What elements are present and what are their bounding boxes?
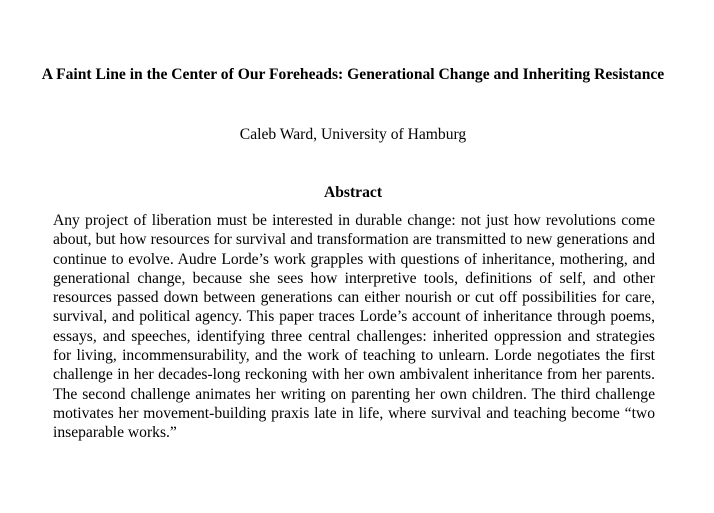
- paper-title: A Faint Line in the Center of Our Foreheads: Generational Change and Inheriting Resistance: [41, 66, 665, 83]
- abstract-heading: Abstract: [323, 184, 383, 201]
- abstract-body: Any project of liberation must be interested in durable change: not just how revolutions come about, but how resources for survival and transformation are transmitted to new generations and continue to evolve. Audre Lorde’s work grapples with questions of inheritance, mothering, and generational change, because she sees how interpretive tools, definitions of self, and other resources passed down between generations can either nourish or cut off possibilities for care, survival, and political agency. This paper traces Lorde’s account of inheritance through poems, essays, and speeches, identifying three central challenges: inherited oppression and strategies for living, incommensurability, and the work of teaching to unlearn. Lorde negotiates the first challenge in her decades-long reckoning with her own ambivalent inheritance from her parents. The second challenge animates her writing on parenting her own children. The third challenge motivates her movement-building praxis late in life, where survival and teaching become “two inseparable works.”: [53, 212, 655, 442]
- author-affiliation: Caleb Ward, University of Hamburg: [239, 126, 467, 143]
